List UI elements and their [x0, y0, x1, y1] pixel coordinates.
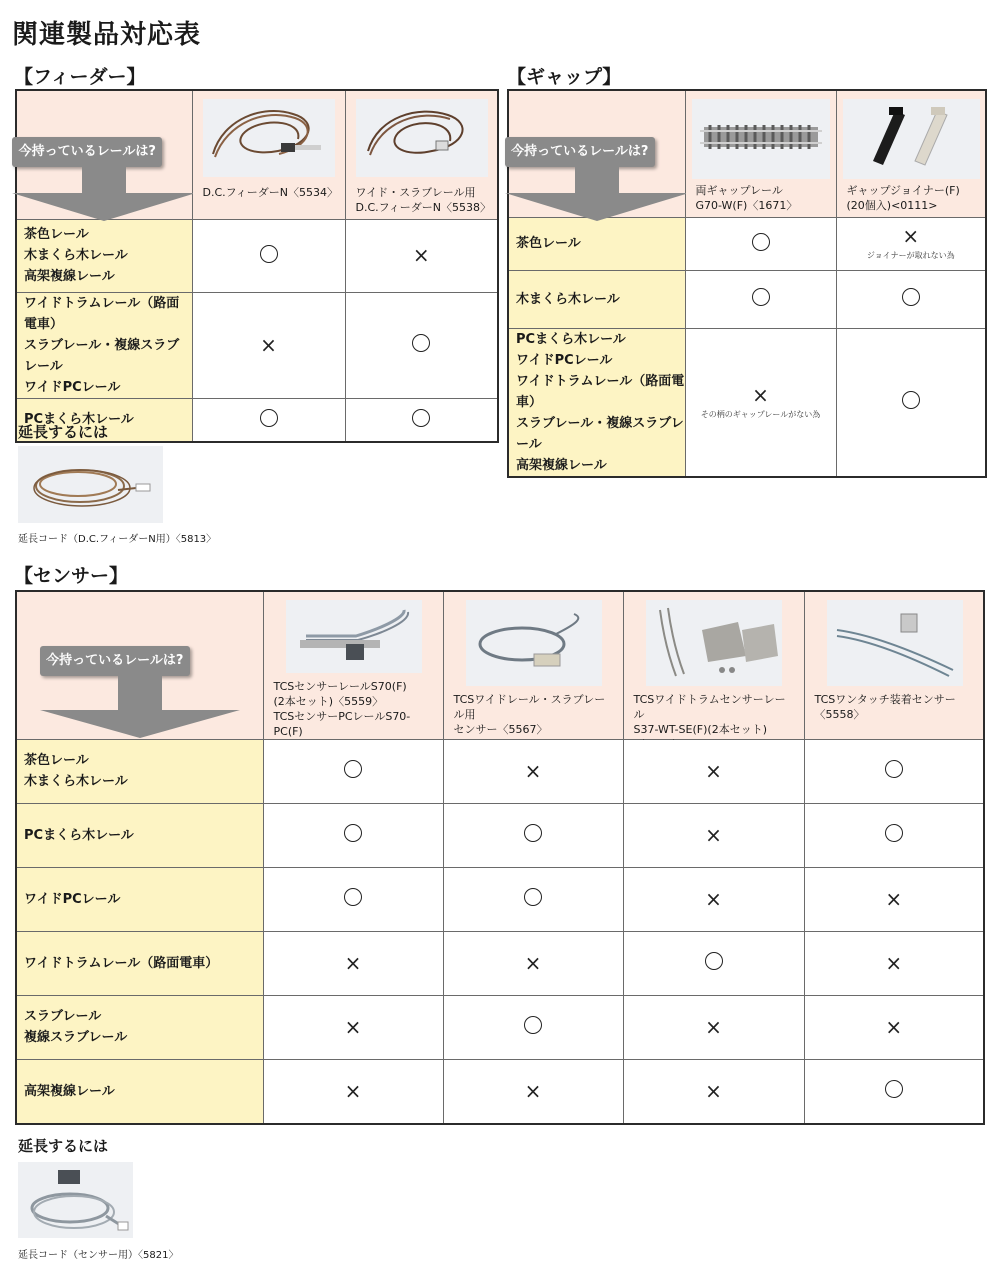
yes-mark	[260, 245, 278, 263]
gap-note: その柄のギャップレールがない為	[700, 409, 821, 419]
gap-table	[507, 89, 987, 478]
no-mark: ×	[705, 1078, 722, 1103]
yes-mark	[344, 888, 362, 906]
compat-mark	[192, 292, 345, 398]
no-mark: ×	[524, 1078, 542, 1103]
yes-mark	[705, 952, 723, 970]
question-label: 今持っているレールは?	[505, 137, 655, 167]
compat-mark	[443, 867, 623, 931]
sensor-product-1	[263, 591, 443, 739]
feeder-extension-heading: 延長するには	[18, 423, 109, 441]
yes-mark	[260, 409, 278, 427]
feeder-product-1-name: D.C.フィーダーN〈5534〉	[202, 186, 338, 199]
question-label: 今持っているレールは?	[12, 137, 162, 167]
feeder-extension-caption: 延長コード（D.C.フィーダーN用）〈5813〉	[18, 534, 217, 545]
compat-mark	[345, 219, 498, 292]
yes-mark	[902, 391, 920, 409]
question-arrow	[505, 137, 689, 221]
feeder-corner	[16, 90, 192, 219]
compat-mark	[263, 995, 443, 1059]
compat-mark	[623, 867, 804, 931]
sensor-5567-photo	[466, 600, 602, 686]
sensor-product-4-name: TCSワンタッチ装着センサー 〈5558〉	[814, 693, 956, 721]
compat-mark	[623, 739, 804, 803]
compat-mark	[623, 995, 804, 1059]
compat-mark	[804, 803, 984, 867]
compat-mark	[345, 398, 498, 442]
compat-mark	[804, 1059, 984, 1124]
feeder-5538-photo	[356, 99, 488, 177]
compat-mark	[836, 270, 986, 328]
feeder-row-label: ワイドトラムレール（路面電車） スラブレール・複線スラブレール ワイドPCレール	[16, 292, 192, 398]
feeder-section-title: 【フィーダー】	[14, 66, 146, 88]
gap-product-2	[836, 90, 986, 217]
sensor-row-label: 高架複線レール	[16, 1059, 263, 1124]
gap-note: ジョイナーが取れない為	[866, 251, 955, 260]
gap-row-label: 茶色レール	[508, 217, 685, 270]
yes-mark	[412, 409, 430, 427]
sensor-rail-5559-photo	[286, 600, 422, 673]
sensor-row-label: 茶色レール 木まくら木レール	[16, 739, 263, 803]
sensor-extension-caption: 延長コード（センサー用）〈5821〉	[18, 1250, 179, 1261]
yes-mark	[752, 233, 770, 251]
yes-mark	[524, 824, 542, 842]
gap-rail-photo	[692, 99, 830, 179]
yes-mark	[885, 824, 903, 842]
yes-mark	[344, 760, 362, 778]
compat-mark	[623, 1059, 804, 1124]
yes-mark	[344, 824, 362, 842]
gap-product-2-name: ギャップジョイナー(F) (20個入)<0111>	[846, 184, 960, 212]
feeder-row-label: PCまくら木レール	[16, 398, 192, 442]
compat-mark	[192, 398, 345, 442]
compat-mark	[623, 931, 804, 995]
compat-mark	[443, 739, 623, 803]
gap-row-label: PCまくら木レール ワイドPCレール ワイドトラムレール（路面電車） スラブレール・複線スラブレール 高架複線レール	[508, 328, 685, 477]
no-mark: ×	[260, 332, 277, 357]
sensor-row-label: ワイドトラムレール（路面電車）	[16, 931, 263, 995]
yes-mark	[412, 334, 430, 352]
compat-mark	[804, 739, 984, 803]
gap-row-label: 木まくら木レール	[508, 270, 685, 328]
feeder-product-1	[192, 90, 345, 219]
no-mark: ×	[524, 758, 542, 783]
extension-cord-5813-photo	[18, 446, 163, 523]
compat-mark	[685, 217, 836, 270]
compat-mark	[685, 328, 836, 477]
compat-mark	[443, 995, 623, 1059]
yes-mark	[524, 888, 542, 906]
compat-mark	[804, 931, 984, 995]
sensor-extension-heading: 延長するには	[18, 1137, 109, 1155]
compat-mark	[804, 995, 984, 1059]
sensor-row-label: スラブレール 複線スラブレール	[16, 995, 263, 1059]
compat-mark	[836, 328, 986, 477]
compat-mark	[263, 1059, 443, 1124]
no-mark: ×	[902, 224, 920, 248]
question-label: 今持っているレールは?	[40, 646, 190, 676]
compat-mark	[443, 1059, 623, 1124]
sensor-5558-photo	[827, 600, 963, 686]
compat-mark	[263, 867, 443, 931]
no-mark: ×	[705, 1014, 722, 1039]
no-mark: ×	[705, 822, 722, 847]
compat-mark	[443, 931, 623, 995]
feeder-product-2-name: ワイド・スラブレール用 D.C.フィーダーN〈5538〉	[355, 186, 491, 214]
sensor-product-4	[804, 591, 984, 739]
page-title: 関連製品対応表	[12, 20, 202, 50]
sensor-row-label: ワイドPCレール	[16, 867, 263, 931]
compat-mark	[263, 931, 443, 995]
no-mark: ×	[752, 382, 769, 407]
gap-product-1-name: 両ギャップレール G70-W(F)〈1671〉	[695, 184, 798, 212]
feeder-table	[15, 89, 499, 443]
no-mark: ×	[524, 950, 542, 975]
sensor-product-2	[443, 591, 623, 739]
compat-mark	[623, 803, 804, 867]
compat-mark	[443, 803, 623, 867]
feeder-product-2	[345, 90, 498, 219]
yes-mark	[524, 1016, 542, 1034]
yes-mark	[885, 1080, 903, 1098]
no-mark: ×	[344, 950, 362, 975]
compat-mark	[345, 292, 498, 398]
compat-mark	[685, 270, 836, 328]
no-mark: ×	[885, 950, 903, 975]
gap-joiner-photo	[843, 99, 980, 179]
sensor-section-title: 【センサー】	[14, 565, 129, 587]
no-mark: ×	[344, 1078, 362, 1103]
extension-cord-5821-photo	[18, 1162, 133, 1238]
sensor-product-1-name: TCSセンサーレールS70(F) (2本セット)〈5559〉 TCSセンサーPCレールS70-PC(F)	[273, 680, 411, 738]
sensor-row-label: PCまくら木レール	[16, 803, 263, 867]
compat-mark	[263, 803, 443, 867]
feeder-5534-photo	[203, 99, 335, 177]
compat-mark	[192, 219, 345, 292]
sensor-5568-photo	[646, 600, 782, 686]
sensor-table	[15, 590, 985, 1125]
no-mark: ×	[885, 886, 903, 911]
gap-section-title: 【ギャップ】	[507, 66, 622, 88]
sensor-product-2-name: TCSワイドレール・スラブレール用 センサー〈5567〉	[453, 693, 606, 736]
question-arrow	[40, 646, 240, 738]
question-arrow	[12, 137, 196, 221]
sensor-corner	[16, 591, 263, 739]
no-mark: ×	[885, 1014, 903, 1039]
gap-corner	[508, 90, 685, 217]
compat-mark	[836, 217, 986, 270]
compat-mark	[804, 867, 984, 931]
no-mark: ×	[705, 758, 722, 783]
feeder-row-label: 茶色レール 木まくら木レール 高架複線レール	[16, 219, 192, 292]
yes-mark	[885, 760, 903, 778]
yes-mark	[902, 288, 920, 306]
no-mark: ×	[412, 243, 430, 267]
gap-product-1	[685, 90, 836, 217]
no-mark: ×	[705, 886, 722, 911]
sensor-product-3	[623, 591, 804, 739]
compat-mark	[263, 739, 443, 803]
yes-mark	[752, 288, 770, 306]
no-mark: ×	[344, 1014, 362, 1039]
sensor-product-3-name: TCSワイドトラムセンサーレール S37-WT-SE(F)(2本セット)	[633, 693, 786, 736]
